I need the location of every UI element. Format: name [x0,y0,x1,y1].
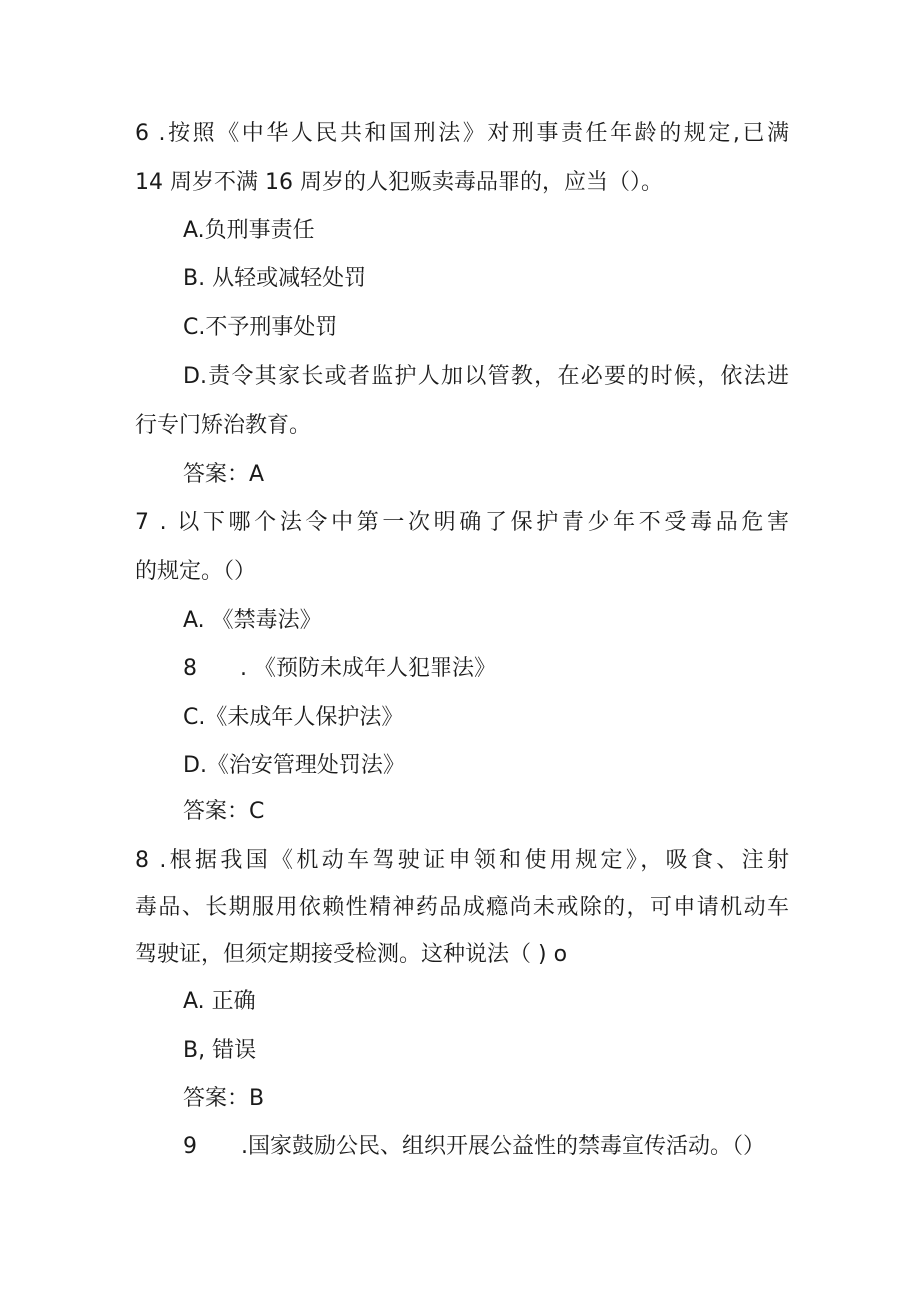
question-6-answer: 答案：A [183,462,265,487]
question-8-option-b: B, 错误 [183,1038,257,1063]
question-8-text-line3: 驾驶证，但须定期接受检测。这种说法（ ) o [135,942,568,967]
question-7-text-line1: 7 . 以下哪个法令中第一次明确了保护青少年不受毒品危害 [135,510,789,535]
question-8-answer: 答案：B [183,1086,265,1111]
question-9-number: 9 [183,1134,197,1159]
question-6-option-d-continued: 行专门矫治教育。 [135,413,312,438]
question-6-text-line2: 14 周岁不满 16 周岁的人犯贩卖毒品罪的，应当（）。 [135,170,663,195]
question-7-option-d: D.《治安管理处罚法》 [183,753,405,778]
question-8-text-line1: 8 .根据我国《机动车驾驶证申领和使用规定》，吸食、注射 [135,848,789,873]
question-8-option-a: A. 正确 [183,989,256,1014]
question-7-text-line2: 的规定。（） [135,559,257,584]
question-7-option-b: . 《预防未成年人犯罪法》 [240,656,496,681]
question-7-option-a: A. 《禁毒法》 [183,608,322,633]
question-7-option-b-number: 8 [183,656,197,681]
question-6-option-a: A.负刑事责任 [183,218,315,243]
question-6-option-c: C.不予刑事处罚 [183,315,338,340]
question-6-option-b: B. 从轻或减轻处罚 [183,266,367,291]
question-7-option-c: C.《未成年人保护法》 [183,705,404,730]
question-6-option-d: D.责令其家长或者监护人加以管教，在必要的时候，依法进 [183,364,789,389]
question-7-answer: 答案：C [183,799,265,824]
question-6-text-line1: 6 .按照《中华人民共和国刑法》对刑事责任年龄的规定,已满 [135,121,789,146]
question-9-text: .国家鼓励公民、组织开展公益性的禁毒宣传活动。（） [241,1134,765,1159]
question-8-text-line2: 毒品、长期服用依赖性精神药品成瘾尚未戒除的，可申请机动车 [135,895,789,920]
